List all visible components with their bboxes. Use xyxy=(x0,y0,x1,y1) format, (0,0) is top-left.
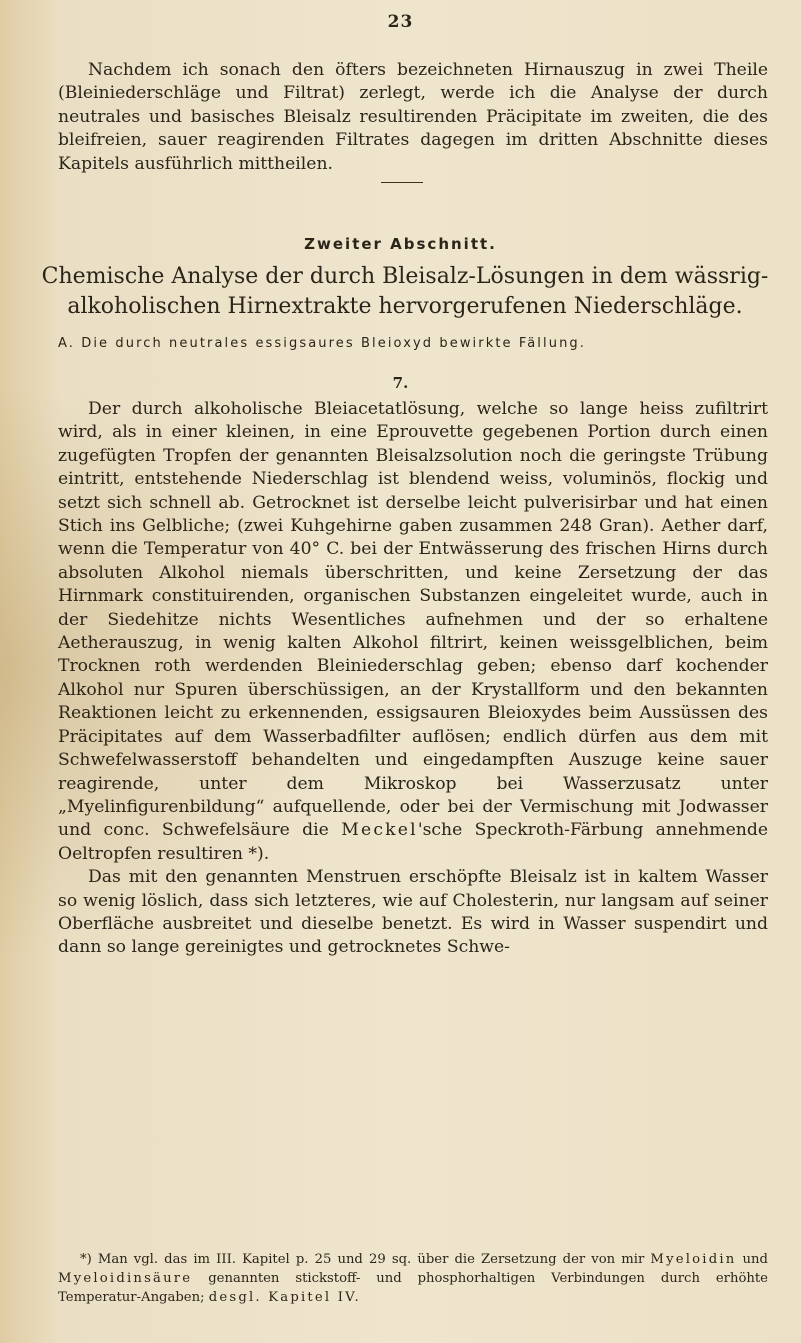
intro-text: Nachdem ich sonach den öfters bezeichneten Hirnauszug in zwei Theile (Bleiniederschläge und Filtrat) zerlegt, werde ich die Analyse der durch neutrales und basisches Bleisalz resultirenden Präcipitate im zweiten, die des bleifreien, sauer reagirenden Filtrates dagegen im dritten Abschnitte dieses Kapitels ausführlich mittheilen. xyxy=(58,60,768,174)
footnote-part-2: und xyxy=(736,1252,768,1267)
footnote xyxy=(58,1250,768,1307)
footnote-term-myeloidin: Myeloidin xyxy=(650,1252,737,1267)
body-text xyxy=(58,398,768,960)
section-label: Zweiter Abschnitt. xyxy=(304,235,497,253)
footnote-term-kapitel: desgl. Kapitel IV. xyxy=(208,1290,361,1305)
body-paragraph-2: Das mit den genannten Menstruen erschöpfte Bleisalz ist in kaltem Wasser so wenig löslich, dass sich letzteres, wie auf Cholesterin, nur langsam auf seiner Oberfläche ausbreitet und dieselbe benetzt. Es wird in Wasser suspendirt und dann so lange gereinigtes und getrocknetes Schwe- xyxy=(58,867,768,958)
page-number: 23 xyxy=(387,12,414,32)
body-paragraph-1-text: Der durch alkoholische Bleiacetatlösung, welche so lange heiss zufiltrirt wird, als in einer kleinen, in eine Eprouvette gegebenen Portion durch einen zugefügten Tropfen der genannten Bleisalzsolution noch die geringste Trübung eintritt, entstehende Niederschlag ist blendend weiss, voluminös, flockig und setzt sich schnell ab. Getrocknet ist derselbe leicht pulverisirbar und hat einen Stich ins Gelbliche; (zwei Kuhgehirne gaben zusammen 248 Gran). Aether darf, wenn die Temperatur von 40° C. bei der Entwässerung des frischen Hirns durch absoluten Alkohol niemals überschritten, und keine Zersetzung der das Hirnmark constituirenden, organischen Substanzen eingeleitet wurde, auch in der Siedehitze nichts Wesentliches aufnehmen und der so erhaltene Aetherauszug, in wenig kalten Alkohol filtrirt, keinen weissgelblichen, beim Trocknen roth werdenden Bleiniederschlag geben; ebenso darf kochender Alkohol nur Spuren überschüssigen, an der Krystallform und den bekannten Reaktionen leicht zu erkennenden, essigsauren Bleioxydes beim Aussüssen des Präcipitates auf dem Wasserbadfilter auflösen; endlich dürfen aus dem mit Schwefelwasserstoff behandelten und eingedampften Auszuge keine sauer reagirende, unter dem Mikroskop bei Wasserzusatz unter „Myelinfigurenbildung“ aufquellende, oder bei der Vermischung mit Jodwasser und conc. Schwefelsäure die xyxy=(58,399,768,841)
paragraph-number: 7. xyxy=(392,374,409,392)
footnote-part-1: *) Man vgl. das im III. Kapitel p. 25 und 29 sq. über die Zersetzung der von mir xyxy=(80,1252,651,1267)
author-name: Meckel xyxy=(341,820,418,841)
section-divider xyxy=(381,182,423,183)
section-heading: Chemische Analyse der durch Bleisalz-Lösungen in dem wässrig-alkoholischen Hirnextrakte hervorgerufenen Niederschläge. xyxy=(41,264,769,319)
body-paragraph-1 xyxy=(58,398,768,866)
footnote-text xyxy=(58,1250,768,1307)
footnote-term-myeloidinsaeure: Myeloidinsäure xyxy=(58,1271,193,1286)
subsection-heading: A. Die durch neutrales essigsaures Bleioxyd bewirkte Fällung. xyxy=(58,336,586,351)
intro-paragraph xyxy=(58,59,768,176)
body-paragraph-1-end: 'sche Speckroth-Färbung annehmende Oeltropfen resultiren *). xyxy=(58,820,768,864)
footnote-part-3: genannten stickstoff- und phosphorhaltigen Verbindungen durch erhöhte Temperatur-Angaben; xyxy=(58,1271,768,1305)
